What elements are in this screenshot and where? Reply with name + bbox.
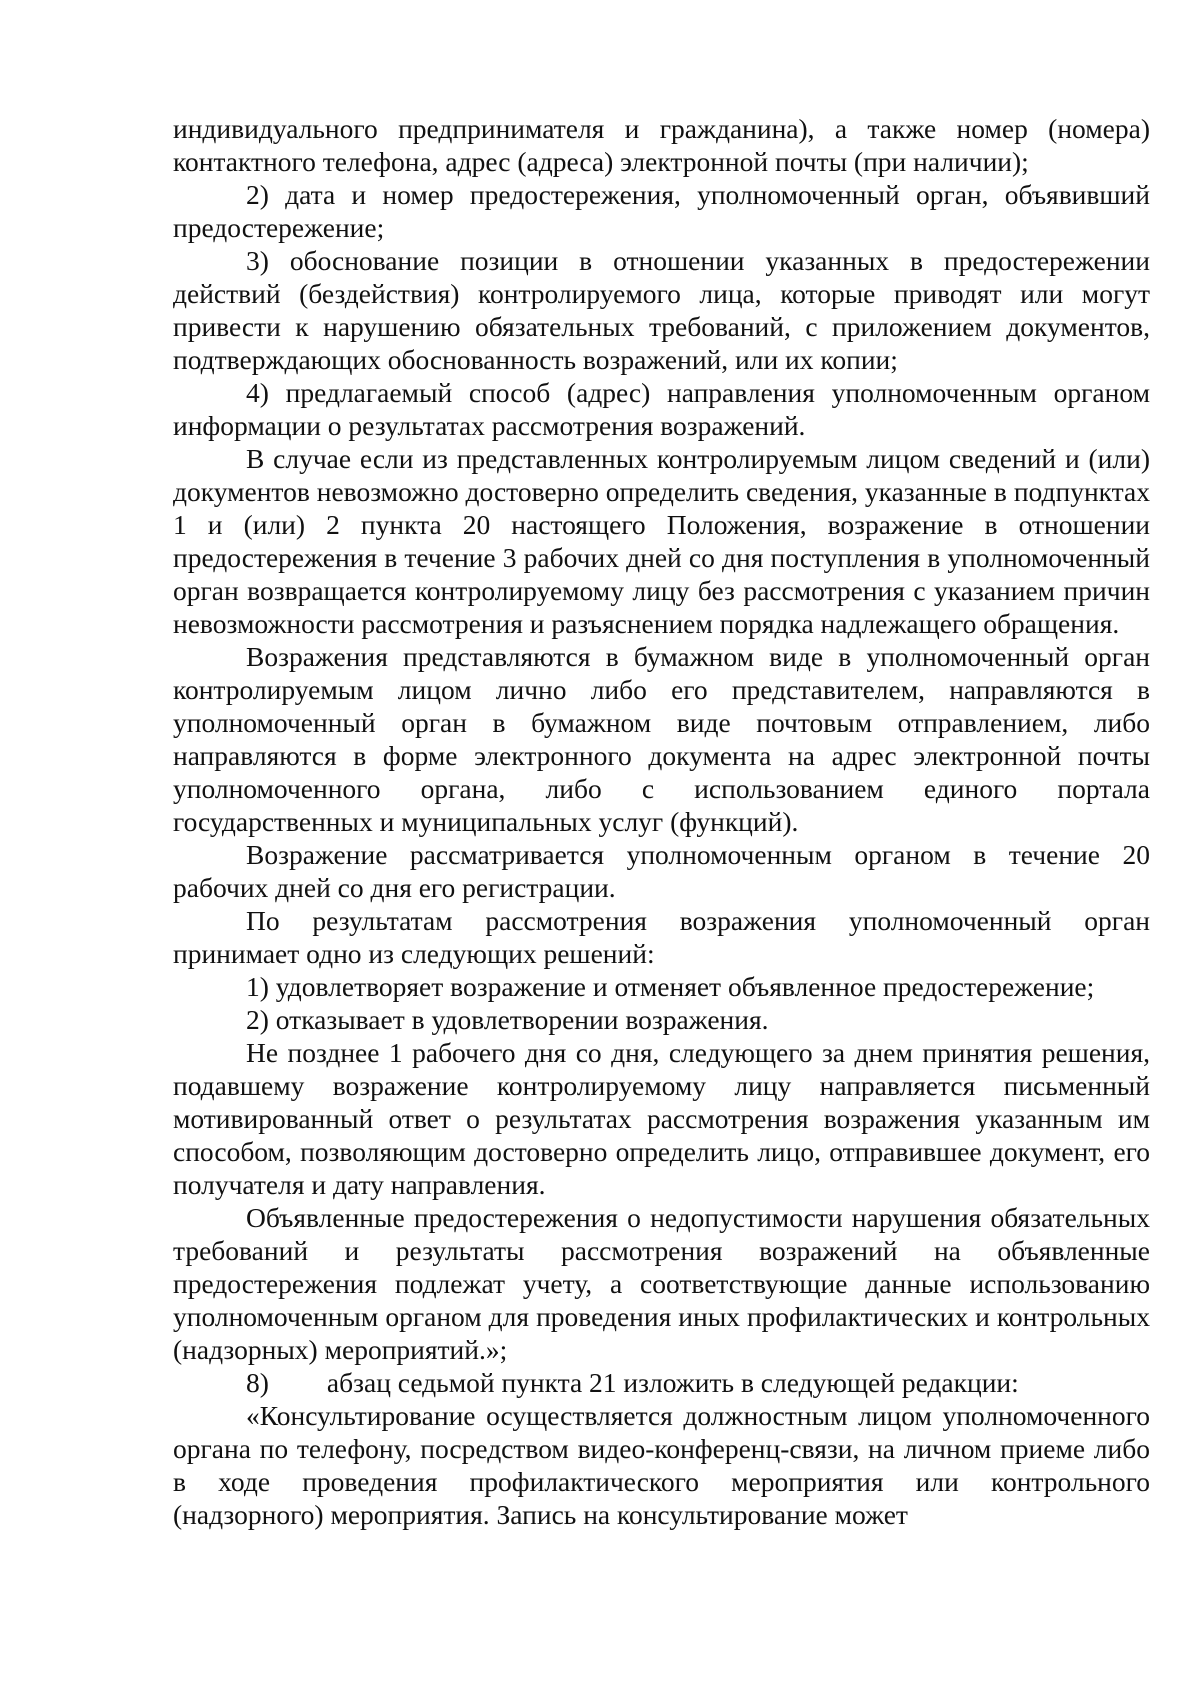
paragraph-9: 1) удовлетворяет возражение и отменяет объявленное предостережение; <box>246 971 1095 1002</box>
paragraph-11: Не позднее 1 рабочего дня со дня, следующего за днем принятия решения, подавшему возражение контролируемому лицу направляется письменный мотивированный ответ о результатах рассмотрения возражения указанным им способом, позволяющим достоверно определить лицо, отправившее документ, его получателя и дату направления. <box>173 1037 1150 1200</box>
paragraph-10: 2) отказывает в удовлетворении возражения. <box>246 1004 769 1035</box>
paragraph-12: Объявленные предостережения о недопустимости нарушения обязательных требований и результаты рассмотрения возражений на объявленные предостережения подлежат учету, а соответствующие данные использованию уполномоченным органом для проведения иных профилактических и контрольных (надзорных) мероприятий.»; <box>173 1202 1150 1365</box>
paragraph-8: По результатам рассмотрения возражения уполномоченный орган принимает одно из следующих решений: <box>173 905 1150 969</box>
paragraph-2: 2) дата и номер предостережения, уполномоченный орган, объявивший предостережение; <box>173 179 1150 243</box>
item-text: абзац седьмой пункта 21 изложить в следующей редакции: <box>326 1367 1019 1398</box>
paragraph-1: индивидуального предпринимателя и гражданина), а также номер (номера) контактного телефона, адрес (адреса) электронной почты (при наличии); <box>173 113 1150 177</box>
paragraph-14: «Консультирование осуществляется должностным лицом уполномоченного органа по телефону, посредством видео-конференц-связи, на личном приеме либо в ходе проведения профилактического мероприятия или контрольного (надзорного) мероприятия. Запись на консультирование может <box>173 1400 1150 1530</box>
paragraph-7: Возражение рассматривается уполномоченным органом в течение 20 рабочих дней со дня его регистрации. <box>173 839 1150 903</box>
paragraph-3: 3) обоснование позиции в отношении указанных в предостережении действий (бездействия) контролируемого лица, которые приводят или могут привести к нарушению обязательных требований, с приложением документов, подтверждающих обоснованность возражений, или их копии; <box>173 245 1150 375</box>
paragraph-6: Возражения представляются в бумажном виде в уполномоченный орган контролируемым лицом лично либо его представителем, направляются в уполномоченный орган в бумажном виде почтовым отправлением, либо направляются в форме электронного документа на адрес электронной почты уполномоченного органа, либо с использованием единого портала государственных и муниципальных услуг (функций). <box>173 641 1150 837</box>
paragraph-13 <box>173 1366 1150 1399</box>
document-page <box>173 112 1150 1531</box>
paragraph-5: В случае если из представленных контролируемым лицом сведений и (или) документов невозможно достоверно определить сведения, указанные в подпунктах 1 и (или) 2 пункта 20 настоящего Положения, возражение в отношении предостережения в течение 3 рабочих дней со дня поступления в уполномоченный орган возвращается контролируемому лицу без рассмотрения с указанием причин невозможности рассмотрения и разъяснением порядка надлежащего обращения. <box>173 443 1150 639</box>
item-number: 8) <box>246 1367 269 1398</box>
paragraph-4: 4) предлагаемый способ (адрес) направления уполномоченным органом информации о результатах рассмотрения возражений. <box>173 377 1150 441</box>
